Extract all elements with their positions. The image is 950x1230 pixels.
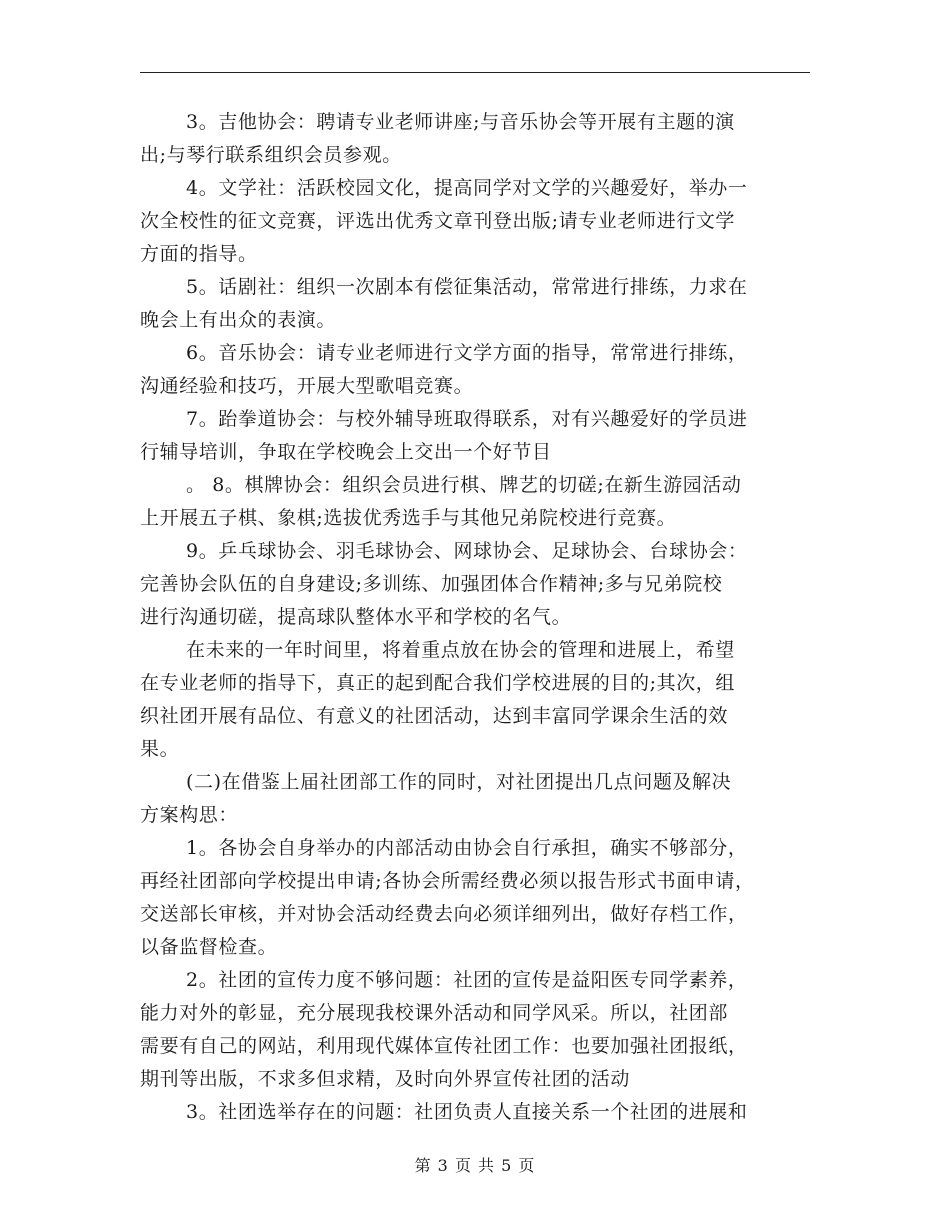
text-line: 4。文学社：活跃校园文化，提高同学对文学的兴趣爱好，举办一 <box>186 177 748 199</box>
text-line: 出;与琴行联系组织会员参观。 <box>140 144 402 166</box>
text-line: (二)在借鉴上届社团部工作的同时，对社团提出几点问题及解决 <box>186 771 732 793</box>
text-line: 在未来的一年时间里，将着重点放在协会的管理和进展上，希望 <box>186 639 735 661</box>
text-line: 6。音乐协会：请专业老师进行文学方面的指导，常常进行排练， <box>186 342 748 364</box>
text-line: 。 8。棋牌协会：组织会员进行棋、牌艺的切磋;在新生游园活动 <box>186 474 742 496</box>
text-line: 期刊等出版，不求多但求精，及时向外界宣传社团的活动 <box>140 1068 631 1090</box>
text-line: 完善协会队伍的自身建设;多训练、加强团体合作精神;多与兄弟院校 <box>140 573 723 595</box>
text-line: 晚会上有出众的表演。 <box>140 309 337 331</box>
text-line: 方面的指导。 <box>140 243 258 265</box>
text-line: 交送部长审核，并对协会活动经费去向必须详细列出，做好存档工作， <box>140 903 748 925</box>
text-line: 3。吉他协会：聘请专业老师讲座;与音乐协会等开展有主题的演 <box>186 111 735 133</box>
text-line: 7。跆拳道协会：与校外辅导班取得联系，对有兴趣爱好的学员进 <box>186 408 748 430</box>
text-line: 能力对外的彰显，充分展现我校课外活动和同学风采。所以，社团部 <box>140 1002 729 1024</box>
text-line: 沟通经验和技巧，开展大型歌唱竞赛。 <box>140 375 474 397</box>
text-line: 上开展五子棋、象棋;选拔优秀选手与其他兄弟院校进行竞赛。 <box>140 507 677 529</box>
text-line: 次全校性的征文竞赛，评选出优秀文章刊登出版;请专业老师进行文学 <box>140 210 736 232</box>
page-footer: 第 3 页 共 5 页 <box>414 1156 536 1175</box>
text-line: 需要有自己的网站，利用现代媒体宣传社团工作：也要加强社团报纸， <box>140 1035 748 1057</box>
text-line: 以备监督检查。 <box>140 936 278 958</box>
text-line: 方案构思： <box>140 804 239 826</box>
text-line: 行辅导培训，争取在学校晚会上交出一个好节目 <box>140 441 552 463</box>
document-body <box>140 106 812 1129</box>
text-line: 5。话剧社：组织一次剧本有偿征集活动，常常进行排练，力求在 <box>186 276 748 298</box>
text-line: 3。社团选举存在的问题：社团负责人直接关系一个社团的进展和 <box>186 1101 748 1123</box>
text-line: 9。乒乓球协会、羽毛球协会、网球协会、足球协会、台球协会： <box>186 540 748 562</box>
text-line: 在专业老师的指导下，真正的起到配合我们学校进展的目的;其次，组 <box>140 672 736 694</box>
text-line: 再经社团部向学校提出申请;各协会所需经费必须以报告形式书面申请， <box>140 870 755 892</box>
text-line: 2。社团的宣传力度不够问题：社团的宣传是益阳医专同学素养， <box>186 969 748 991</box>
text-line: 果。 <box>140 738 180 760</box>
text-line: 进行沟通切磋，提高球队整体水平和学校的名气。 <box>140 606 572 628</box>
text-line: 织社团开展有品位、有意义的社团活动，达到丰富同学课余生活的效 <box>140 705 729 727</box>
text-line: 1。各协会自身举办的内部活动由协会自行承担，确实不够部分， <box>186 837 748 859</box>
header-rule <box>140 72 810 73</box>
